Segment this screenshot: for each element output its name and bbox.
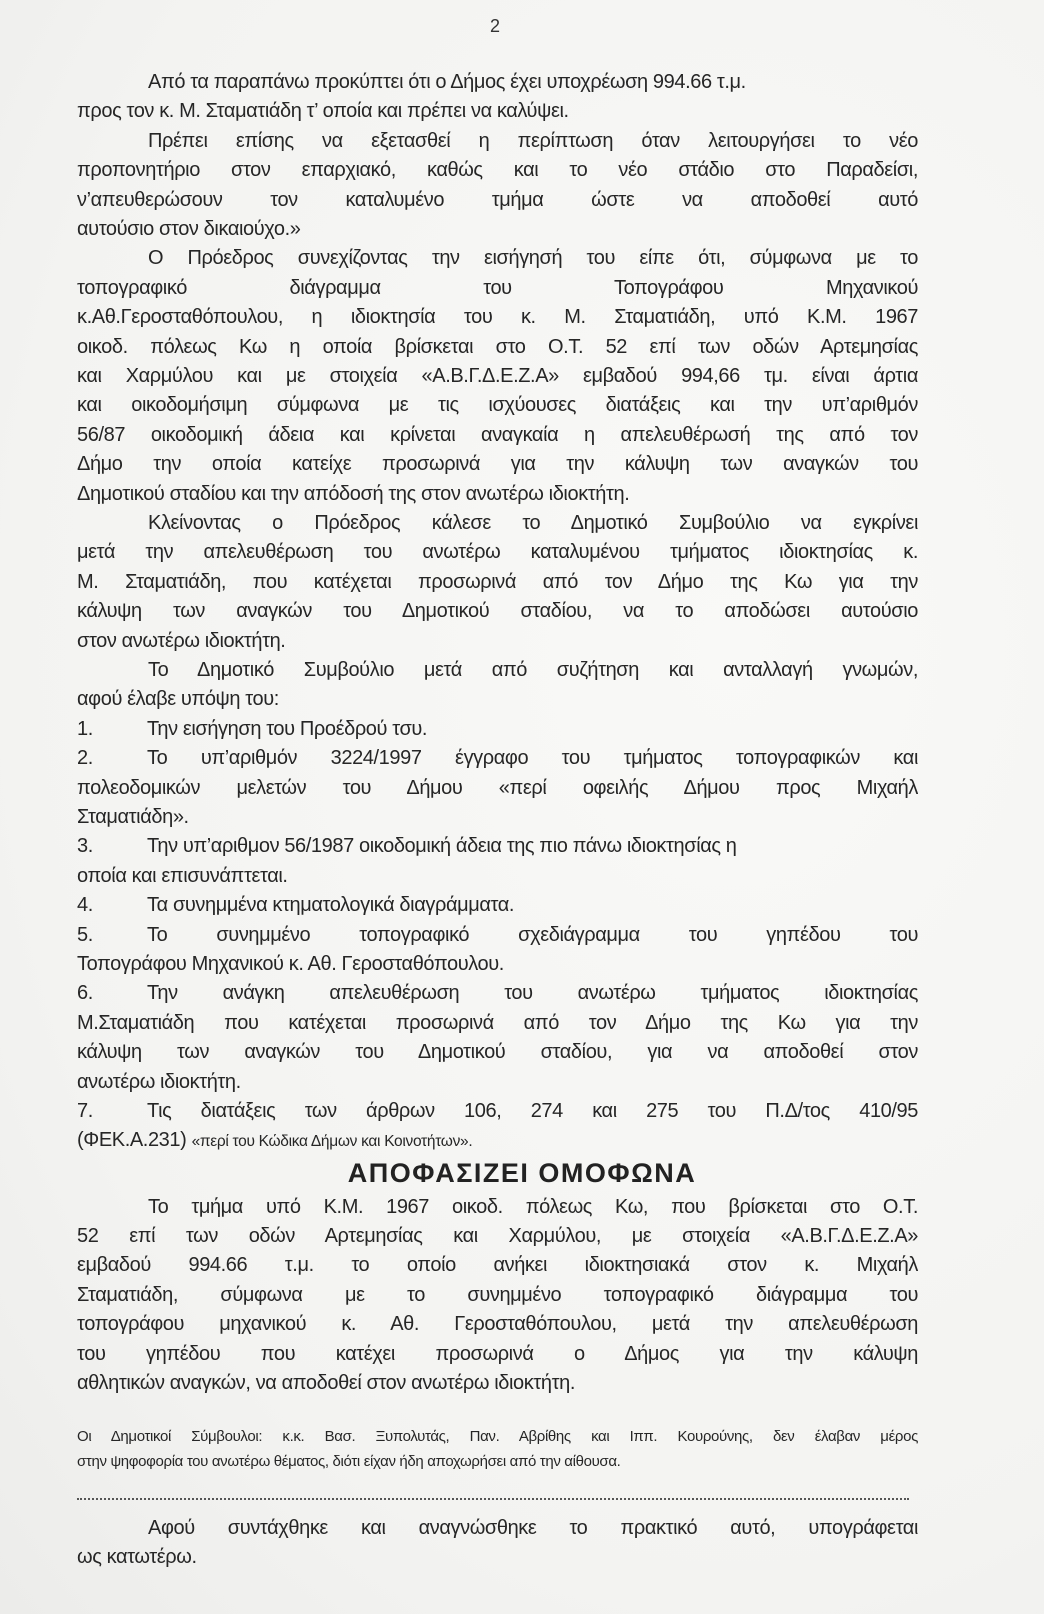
paragraph-line: Δημοτικού σταδίου και την απόδοσή της στον ανωτέρω ιδιοκτήτη. — [77, 482, 630, 505]
list-text: (ΦΕΚ.Α.231) — [77, 1129, 187, 1152]
page-number: 2 — [490, 16, 501, 36]
list-continuation: κάλυψη των αναγκών του Δημοτικού σταδίου, για να αποδοθεί στον — [77, 1041, 918, 1064]
paragraph-line: Κλείνοντας ο Πρόεδρος κάλεσε το Δημοτικό Συμβούλιο να εγκρίνει — [148, 512, 918, 534]
list-number: 2. — [77, 747, 93, 770]
list-text: Την υπ’αριθμον 56/1987 οικοδομική άδεια της πιο πάνω ιδιοκτησίας η — [147, 835, 737, 858]
list-continuation: Μ.Σταματιάδη που κατέχεται προσωρινά από τον Δήμο της Κω για την — [77, 1011, 918, 1034]
list-number: 3. — [77, 835, 93, 858]
list-text: Την εισήγηση του Προέδρού τσυ. — [147, 717, 428, 740]
list-text: Τις διατάξεις των άρθρων 106, 274 και 275 του Π.Δ/τος 410/95 — [147, 1100, 918, 1122]
list-text: Την ανάγκη απελευθέρωση του ανωτέρω τμήματος ιδιοκτησίας — [147, 982, 918, 1005]
list-item-3 — [77, 834, 918, 858]
decision-heading: ΑΠΟΦΑΣΙΖΕΙ ΟΜΟΦΩΝΑ — [347, 1157, 697, 1188]
closing-line: ως κατωτέρω. — [77, 1545, 197, 1568]
list-continuation: Τοπογράφου Μηχανικού κ. Αθ. Γεροσταθόπουλου. — [77, 953, 504, 975]
list-continuation: οποία και επισυνάπτεται. — [77, 864, 288, 887]
paragraph-line: Μ. Σταματιάδη, που κατέχεται προσωρινά από τον Δήμο της Κω για την — [77, 570, 918, 593]
list-item-6 — [77, 981, 918, 1005]
paragraph-line: Δήμο την οποία κατείχε προσωρινά για την κάλυψη των αναγκών του — [77, 453, 918, 476]
decision-line: αθλητικών αναγκών, να αποδοθεί στον ανωτέρω ιδιοκτήτη. — [77, 1371, 575, 1394]
list-number: 4. — [77, 894, 93, 917]
paragraph-line: οικοδ. πόλεως Κω η οποία βρίσκεται στο Ο.Τ. 52 επί των οδών Αρτεμησίας — [77, 335, 918, 358]
list-item-1 — [77, 717, 918, 741]
paragraph-line: στον ανωτέρω ιδιοκτήτη. — [77, 629, 286, 652]
list-item-2 — [77, 746, 918, 770]
dotted-separator — [77, 1498, 909, 1502]
list-text: Το συνημμένο τοπογραφικό σχεδιάγραμμα του γηπέδου του — [147, 923, 918, 946]
paragraph-line: Το Δημοτικό Συμβούλιο μετά από συζήτηση και ανταλλαγή γνωμών, — [148, 659, 918, 681]
list-item-5 — [77, 923, 918, 947]
paragraph-line: αυτούσιο στον δικαιούχο.» — [77, 218, 301, 240]
paragraph-line: Από τα παραπάνω προκύπτει ότι ο Δήμος έχει υποχρέωση 994.66 τ.μ. — [148, 71, 746, 93]
paragraph-line: και οικοδομήσιμη σύμφωνα με τις ισχύουσες διατάξεις και την υπ’αριθμόν — [77, 394, 918, 417]
list-continuation: πολεοδομικών μελετών του Δήμου «περί οφειλής Δήμου προς Μιχαήλ — [77, 776, 918, 799]
paragraph-line: μετά την απελευθέρωση του ανωτέρω καταλυμένου τμήματος ιδιοκτησίας κ. — [77, 541, 918, 564]
list-number: 7. — [77, 1100, 93, 1122]
paragraph-line: Ο Πρόεδρος συνεχίζοντας την εισήγησή του είπε ότι, σύμφωνα με το — [148, 247, 918, 270]
list-number: 5. — [77, 923, 93, 946]
list-text: Τα συνημμένα κτηματολογικά διαγράμματα. — [147, 894, 515, 917]
paragraph-line: προς τον κ. Μ. Σταματιάδη τ’ οποία και πρέπει να καλύψει. — [77, 100, 569, 123]
absence-note-line: στην ψηφοφορία του ανωτέρω θέματος, διότι είχαν ήδη αποχωρήσει από την αίθουσα. — [77, 1452, 621, 1470]
list-continuation: ανωτέρω ιδιοκτήτη. — [77, 1070, 241, 1093]
paragraph-line: Πρέπει επίσης να εξετασθεί η περίπτωση όταν λειτουργήσει το νέο — [148, 129, 918, 152]
closing-line: Αφού συντάχθηκε και αναγνώσθηκε το πρακτικό αυτό, υπογράφεται — [148, 1516, 918, 1539]
decision-line: 52 επί των οδών Αρτεμησίας και Χαρμύλου, με στοιχεία «Α.Β.Γ.Δ.Ε.Ζ.Α» — [77, 1224, 918, 1247]
list-continuation — [77, 1128, 918, 1152]
paragraph-line: κάλυψη των αναγκών του Δημοτικού σταδίου, να το αποδώσει αυτούσιο — [77, 600, 918, 623]
list-number: 1. — [77, 717, 93, 740]
decision-line: του γηπέδου που κατέχει προσωρινά ο Δήμος για την κάλυψη — [77, 1342, 918, 1365]
paragraph-line: κ.Αθ.Γεροσταθόπουλου, η ιδιοκτησία του κ. Μ. Σταματιάδη, υπό Κ.Μ. 1967 — [77, 306, 918, 329]
list-item-7 — [77, 1099, 918, 1123]
paragraph-line: τοπογραφικό διάγραμμα του Τοπογράφου Μηχανικού — [77, 276, 918, 299]
decision-line: τοπογράφου μηχανικού κ. Αθ. Γεροσταθόπουλου, μετά την απελευθέρωση — [77, 1313, 918, 1336]
absence-note-line: Οι Δημοτικοί Σύμβουλοι: κ.κ. Βασ. Ξυπολυτάς, Παν. Αβρίθης και Ιππ. Κουρούνης, δεν έλαβαν μέρος — [77, 1428, 918, 1446]
paragraph-line: 56/87 οικοδομική άδεια και κρίνεται αναγκαία η απελευθέρωσή της από τον — [77, 423, 918, 446]
list-text-small: «περί του Κώδικα Δήμων και Κοινοτήτων». — [191, 1133, 473, 1151]
paragraph-line: προπονητήριο στον επαρχιακό, καθώς και το νέο στάδιο στο Παραδείσι, — [77, 159, 918, 182]
list-item-4 — [77, 893, 918, 917]
list-number: 6. — [77, 982, 93, 1005]
list-continuation: Σταματιάδη». — [77, 806, 189, 828]
decision-line: Σταματιάδη, σύμφωνα με το συνημμένο τοπογραφικό διάγραμμα του — [77, 1283, 918, 1306]
decision-line: Το τμήμα υπό Κ.Μ. 1967 οικοδ. πόλεως Κω, που βρίσκεται στο Ο.Τ. — [148, 1195, 918, 1218]
list-text: Το υπ’αριθμόν 3224/1997 έγγραφο του τμήματος τοπογραφικών και — [147, 747, 918, 770]
paragraph-line: ν’απευθερώσουν τον καταλυμένο τμήμα ώστε να αποδοθεί αυτό — [77, 188, 918, 211]
paragraph-line: και Χαρμύλου και με στοιχεία «Α.Β.Γ.Δ.Ε.Ζ.Α» εμβαδού 994,66 τμ. είναι άρτια — [77, 365, 918, 387]
paragraph-line: αφού έλαβε υπόψη του: — [77, 688, 279, 711]
decision-line: εμβαδού 994.66 τ.μ. το οποίο ανήκει ιδιοκτησιακά στον κ. Μιχαήλ — [77, 1254, 918, 1277]
